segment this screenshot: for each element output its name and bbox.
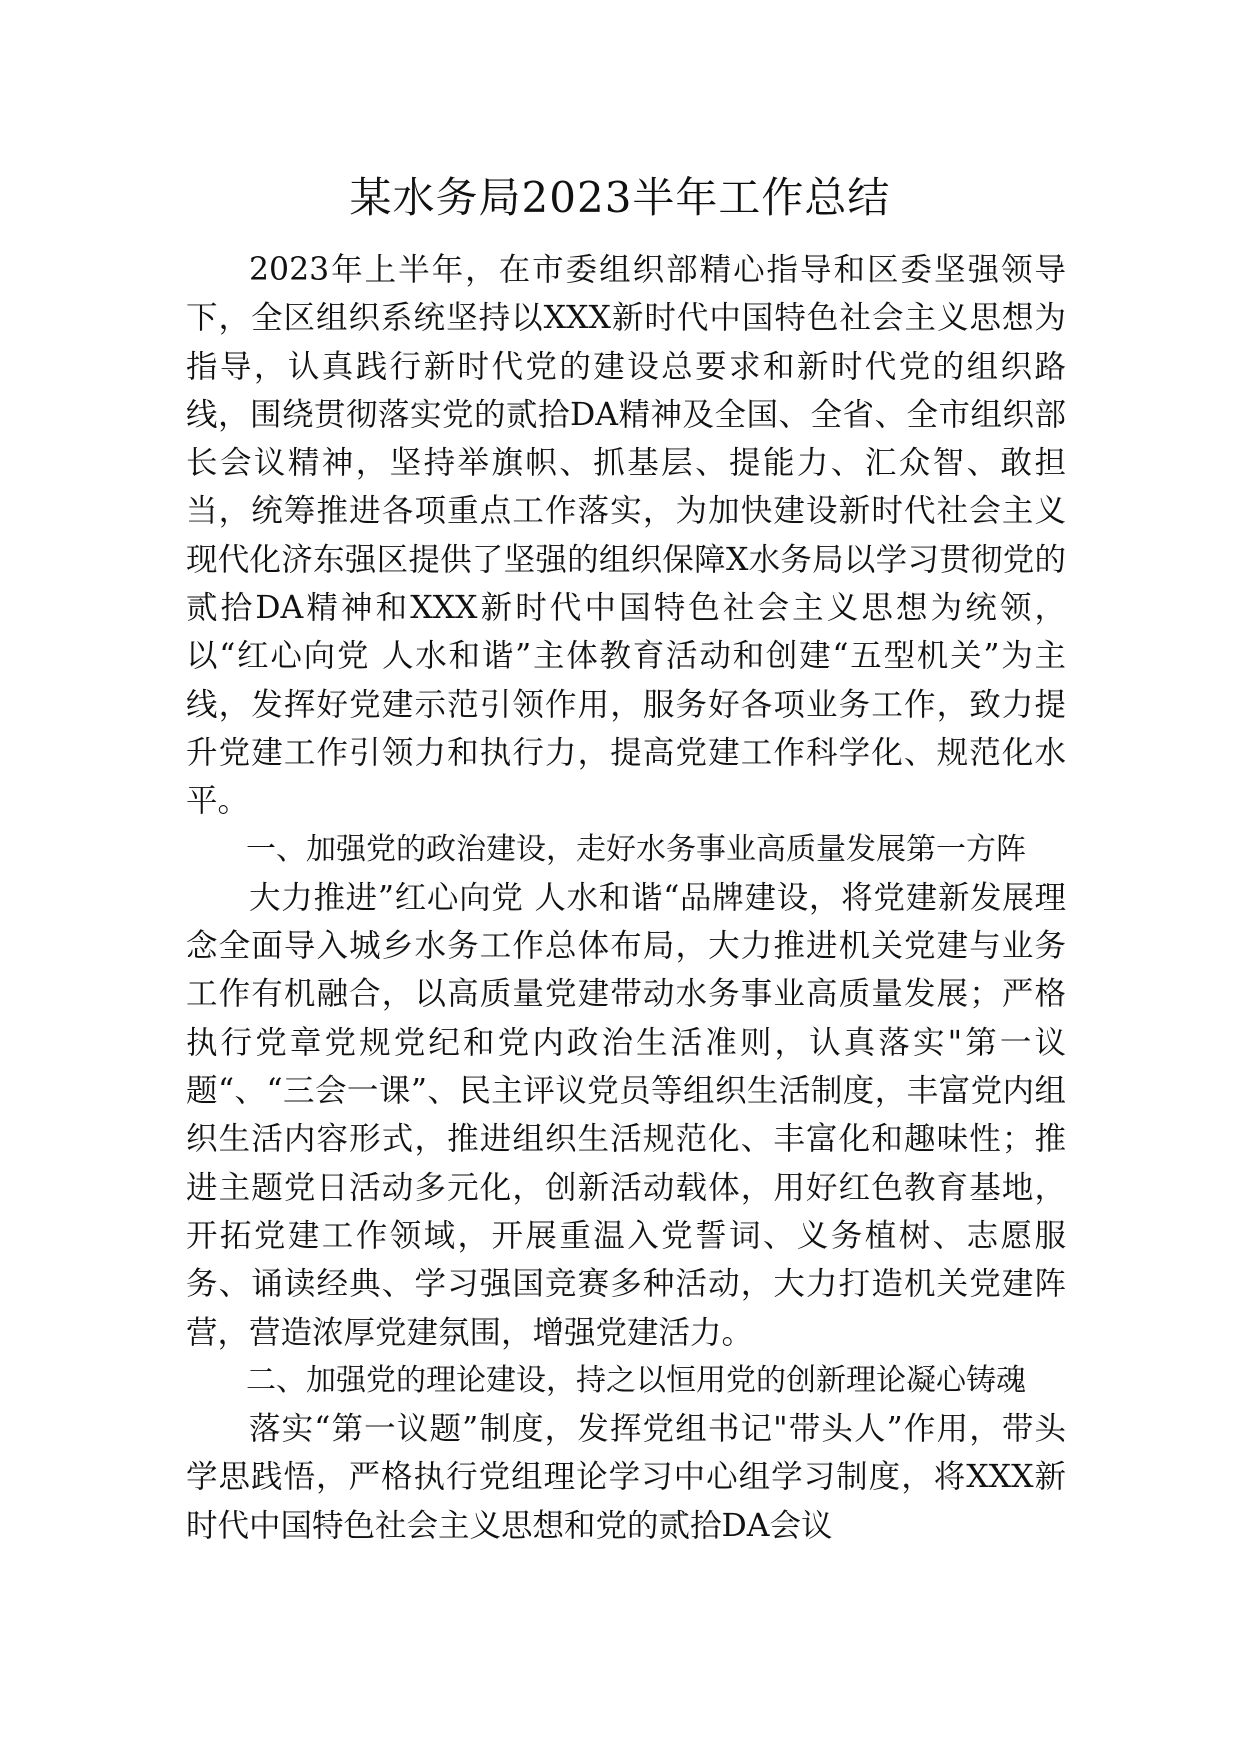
section-2-paragraph: 落实“第一议题”制度，发挥党组书记"带头人”作用，带头学思践悟，严格执行党组理论学习中心组学习制度，将XXX新时代中国特色社会主义思想和党的贰拾DA会议	[186, 1411, 1066, 1544]
section-1-paragraph: 大力推进”红心向党 人水和谐“品牌建设，将党建新发展理念全面导入城乡水务工作总体布局，大力推进机关党建与业务工作有机融合，以高质量党建带动水务事业高质量发展；严格执行党章党规党纪和党内政治生活准则，认真落实"第一议题“、“三会一课”、民主评议党员等组织生活制度，丰富党内组织生活内容形式，推进组织生活规范化、丰富化和趣味性；推进主题党日活动多元化，创新活动载体，用好红色教育基地，开拓党建工作领域，开展重温入党誓词、义务植树、志愿服务、诵读经典、学习强国竞赛多种活动，大力打造机关党建阵营，营造浓厚党建氛围，增强党建活力。	[186, 879, 1066, 1351]
intro-paragraph: 2023年上半年，在市委组织部精心指导和区委坚强领导下，全区组织系统坚持以XXX新时代中国特色社会主义思想为指导，认真践行新时代党的建设总要求和新时代党的组织路线，围绕贯彻落实党的贰拾DA精神及全国、全省、全市组织部长会议精神，坚持举旗帜、抓基层、提能力、汇众智、敢担当，统筹推进各项重点工作落实，为加快建设新时代社会主义现代化济东强区提供了坚强的组织保障X水务局以学习贯彻党的贰拾DA精神和XXX新时代中国特色社会主义思想为统领，以“红心向党 人水和谐”主体教育活动和创建“五型机关”为主线，发挥好党建示范引领作用，服务好各项业务工作，致力提升党建工作引领力和执行力，提高党建工作科学化、规范化水平。	[186, 252, 1066, 820]
section-heading-1: 一、加强党的政治建设，走好水务事业高质量发展第一方阵	[246, 831, 1026, 867]
document-title: 某水务局2023半年工作总结	[349, 173, 891, 222]
document-body	[186, 246, 1066, 1550]
section-heading-2: 二、加强党的理论建设，持之以恒用党的创新理论凝心铸魂	[246, 1362, 1026, 1398]
